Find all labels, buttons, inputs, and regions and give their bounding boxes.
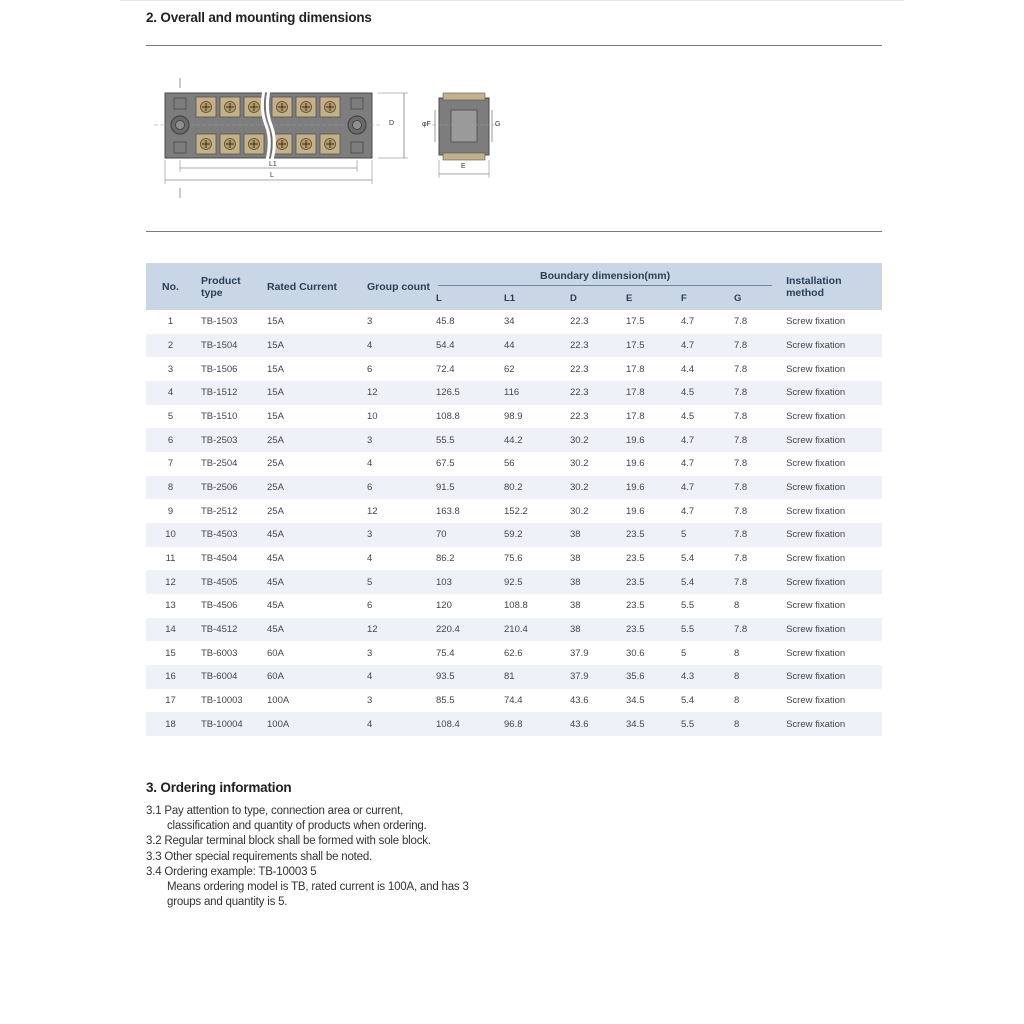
cell-group-count: 3 [367, 647, 373, 659]
cell-l1: 210.4 [498, 618, 564, 642]
cell-e: 19.6 [626, 505, 645, 517]
cell-g: 7.8 [734, 316, 748, 328]
cell-group-count: 3 [361, 523, 430, 547]
cell-rated-current: 100A [267, 695, 290, 707]
cell-f: 5.4 [675, 570, 728, 594]
cell-installation: Screw fixation [786, 695, 846, 707]
cell-rated-current: 15A [267, 363, 284, 375]
dimension-table [146, 263, 882, 736]
boundary-underline [438, 285, 772, 286]
cell-product-type: TB-4503 [195, 523, 261, 547]
cell-f: 5.5 [675, 618, 728, 642]
cell-group-count: 6 [367, 600, 373, 612]
table-row [146, 547, 882, 571]
cell-product-type: TB-1506 [201, 363, 238, 375]
cell-g: 7.8 [728, 381, 780, 405]
cell-f: 4.4 [681, 363, 695, 375]
cell-l: 45.8 [436, 316, 455, 328]
cell-e: 19.6 [620, 476, 675, 500]
cell-installation: Screw fixation [780, 334, 882, 358]
col-header-e: E [620, 288, 675, 310]
table-row [146, 334, 882, 358]
cell-l: 93.5 [430, 665, 498, 689]
cell-installation: Screw fixation [780, 618, 882, 642]
section2-heading: 2. Overall and mounting dimensions [146, 10, 372, 25]
cell-no: 6 [146, 428, 195, 452]
ordering-line: 3.2 Regular terminal block shall be formed with sole block. [146, 835, 431, 848]
cell-rated-current: 45A [267, 553, 284, 565]
cell-e: 23.5 [626, 553, 645, 565]
cell-g: 8 [734, 695, 740, 707]
cell-d: 22.3 [570, 411, 589, 423]
divider-top [146, 45, 882, 46]
cell-d: 22.3 [570, 363, 589, 375]
cell-group-count: 12 [367, 505, 378, 517]
cell-rated-current: 25A [261, 428, 361, 452]
cell-l: 220.4 [430, 618, 498, 642]
col-header-no: No. [146, 263, 195, 310]
cell-group-count: 4 [361, 712, 430, 736]
table-row [146, 357, 882, 381]
cell-e: 34.5 [620, 712, 675, 736]
cell-l1: 62.6 [504, 647, 523, 659]
table-row [146, 689, 882, 713]
col-header-f: F [675, 288, 728, 310]
cell-d: 38 [570, 600, 581, 612]
cell-installation: Screw fixation [786, 505, 846, 517]
table-row [146, 570, 882, 594]
cell-product-type: TB-1512 [195, 381, 261, 405]
cell-d: 37.9 [564, 665, 620, 689]
cell-l1: 152.2 [504, 505, 528, 517]
cell-rated-current: 45A [267, 600, 284, 612]
cell-group-count: 4 [361, 665, 430, 689]
cell-d: 30.2 [570, 458, 589, 470]
cell-installation: Screw fixation [786, 553, 846, 565]
dim-label-d: D [389, 120, 395, 127]
cell-rated-current: 15A [261, 334, 361, 358]
cell-no: 13 [165, 600, 176, 612]
cell-l1: 81 [498, 665, 564, 689]
cell-g: 7.8 [728, 618, 780, 642]
cell-f: 5 [681, 647, 687, 659]
cell-no: 18 [146, 712, 195, 736]
col-header-d: D [564, 288, 620, 310]
cell-l: 108.8 [436, 411, 460, 423]
cell-l1: 80.2 [498, 476, 564, 500]
col-header-g: G [728, 288, 780, 310]
cell-installation: Screw fixation [780, 712, 882, 736]
cell-rated-current: 15A [267, 316, 284, 328]
cell-d: 22.3 [570, 316, 589, 328]
col-header-l1: L1 [498, 288, 564, 310]
cell-d: 43.6 [564, 712, 620, 736]
section3-heading: 3. Ordering information [146, 780, 292, 795]
dim-label-e: E [461, 163, 466, 170]
cell-l1: 75.6 [504, 553, 523, 565]
cell-l: 85.5 [436, 695, 455, 707]
col-header-installation: Installation method [780, 263, 882, 310]
cell-e: 17.8 [620, 381, 675, 405]
cell-group-count: 12 [361, 618, 430, 642]
table-row [146, 641, 882, 665]
cell-g: 7.8 [734, 458, 748, 470]
cell-group-count: 3 [367, 695, 373, 707]
cell-product-type: TB-1510 [201, 411, 238, 423]
cell-g: 7.8 [734, 411, 748, 423]
cell-product-type: TB-10004 [195, 712, 261, 736]
cell-group-count: 3 [361, 428, 430, 452]
cell-g: 7.8 [734, 553, 748, 565]
cell-product-type: TB-2503 [195, 428, 261, 452]
table-body [146, 310, 882, 736]
cell-f: 5.4 [681, 553, 695, 565]
cell-e: 19.6 [620, 428, 675, 452]
cell-l: 72.4 [436, 363, 455, 375]
cell-d: 30.2 [570, 505, 589, 517]
col-header-l: L [430, 288, 498, 310]
cell-f: 4.7 [675, 476, 728, 500]
cell-group-count: 4 [367, 553, 373, 565]
cell-e: 23.5 [620, 523, 675, 547]
cell-rated-current: 25A [267, 505, 284, 517]
table-row [146, 452, 882, 476]
cell-l: 75.4 [436, 647, 455, 659]
cell-e: 17.8 [626, 363, 645, 375]
dimension-drawing [146, 60, 882, 220]
cell-g: 7.8 [734, 505, 748, 517]
divider-bottom [146, 231, 882, 232]
cell-d: 30.2 [564, 476, 620, 500]
cell-rated-current: 60A [267, 647, 284, 659]
table-row [146, 665, 882, 689]
cell-group-count: 6 [367, 363, 373, 375]
dim-label-g: G [495, 121, 501, 128]
cell-e: 23.5 [626, 600, 645, 612]
table-row [146, 405, 882, 429]
cell-f: 5.5 [681, 600, 695, 612]
cell-installation: Screw fixation [780, 428, 882, 452]
col-header-product-type: Product type [195, 263, 261, 310]
cell-rated-current: 15A [267, 411, 284, 423]
cell-f: 4.3 [675, 665, 728, 689]
table-row [146, 618, 882, 642]
cell-d: 30.2 [564, 428, 620, 452]
cell-product-type: TB-1503 [201, 316, 238, 328]
ordering-line: 3.3 Other special requirements shall be noted. [146, 850, 373, 863]
cell-d: 38 [564, 618, 620, 642]
cell-g: 7.8 [728, 428, 780, 452]
cell-f: 4.7 [681, 316, 695, 328]
cell-l1: 116 [498, 381, 564, 405]
cell-no: 15 [165, 647, 176, 659]
table-row [146, 428, 882, 452]
ordering-line: 3.1 Pay attention to type, connection area or current, [146, 805, 404, 817]
cell-d: 43.6 [570, 695, 589, 707]
cell-l1: 34 [504, 316, 515, 328]
cell-installation: Screw fixation [786, 316, 846, 328]
table-row [146, 310, 882, 334]
cell-group-count: 10 [367, 411, 378, 423]
cell-no: 10 [146, 523, 195, 547]
ordering-line: 3.4 Ordering example: TB-10003 5 [146, 865, 317, 878]
cell-g: 7.8 [728, 334, 780, 358]
cell-l1: 62 [504, 363, 515, 375]
table-row [146, 712, 882, 736]
col-header-group-count: Group count [361, 263, 430, 310]
cell-installation: Screw fixation [780, 381, 882, 405]
cell-no: 7 [167, 458, 174, 470]
cell-g: 8 [734, 600, 740, 612]
cell-f: 5.5 [675, 712, 728, 736]
cell-e: 30.6 [626, 647, 645, 659]
cell-l: 126.5 [430, 381, 498, 405]
cell-group-count: 4 [367, 458, 373, 470]
top-border [120, 0, 904, 1]
cell-group-count: 6 [361, 476, 430, 500]
cell-l: 70 [430, 523, 498, 547]
ordering-line: groups and quantity is 5. [167, 896, 288, 909]
table-row [146, 523, 882, 547]
cell-installation: Screw fixation [786, 600, 846, 612]
cell-l1: 92.5 [498, 570, 564, 594]
cell-e: 23.5 [620, 618, 675, 642]
cell-product-type: TB-6004 [195, 665, 261, 689]
cell-no: 4 [146, 381, 195, 405]
table-row [146, 499, 882, 523]
cell-group-count: 3 [367, 316, 373, 328]
cell-d: 38 [564, 523, 620, 547]
ordering-line: classification and quantity of products when ordering. [167, 820, 427, 833]
cell-g: 8 [734, 647, 740, 659]
cell-g: 7.8 [734, 363, 748, 375]
cell-product-type: TB-4506 [201, 600, 238, 612]
cell-product-type: TB-1504 [195, 334, 261, 358]
cell-installation: Screw fixation [780, 476, 882, 500]
cell-d: 37.9 [570, 647, 589, 659]
cell-no: 8 [146, 476, 195, 500]
cell-rated-current: 25A [267, 458, 284, 470]
cell-f: 4.7 [681, 458, 695, 470]
cell-product-type: TB-2504 [201, 458, 238, 470]
cell-rated-current: 15A [261, 381, 361, 405]
cell-rated-current: 100A [261, 712, 361, 736]
cell-d: 22.3 [564, 381, 620, 405]
col-header-boundary [430, 263, 780, 288]
ordering-line: Means ordering model is TB, rated current is 100A, and has 3 [167, 881, 469, 894]
cell-g: 8 [728, 712, 780, 736]
cell-l1: 44.2 [498, 428, 564, 452]
cell-installation: Screw fixation [786, 363, 846, 375]
cell-no: 3 [167, 363, 174, 375]
dim-label-l: L [270, 172, 274, 179]
cell-installation: Screw fixation [780, 570, 882, 594]
cell-rated-current: 45A [261, 618, 361, 642]
cell-e: 23.5 [620, 570, 675, 594]
cell-e: 35.6 [620, 665, 675, 689]
ordering-info [146, 804, 646, 910]
cell-product-type: TB-4505 [195, 570, 261, 594]
cell-l1: 44 [498, 334, 564, 358]
cell-f: 5 [675, 523, 728, 547]
cell-no: 5 [167, 411, 174, 423]
cell-f: 4.7 [675, 334, 728, 358]
cell-no: 9 [167, 505, 174, 517]
cell-e: 34.5 [626, 695, 645, 707]
cell-d: 22.3 [564, 334, 620, 358]
cell-no: 1 [167, 316, 174, 328]
cell-no: 17 [165, 695, 176, 707]
cell-group-count: 4 [361, 334, 430, 358]
cell-g: 7.8 [728, 570, 780, 594]
cell-rated-current: 25A [261, 476, 361, 500]
cell-e: 17.5 [620, 334, 675, 358]
boundary-label: Boundary dimension(mm) [539, 269, 671, 282]
table-row [146, 381, 882, 405]
cell-e: 17.5 [626, 316, 645, 328]
cell-f: 4.7 [675, 428, 728, 452]
cell-l1: 59.2 [498, 523, 564, 547]
cell-e: 19.6 [626, 458, 645, 470]
cell-product-type: TB-4504 [201, 553, 238, 565]
cell-l1: 108.8 [504, 600, 528, 612]
cell-g: 8 [728, 665, 780, 689]
cell-installation: Screw fixation [786, 411, 846, 423]
cell-l: 54.4 [430, 334, 498, 358]
cell-l: 55.5 [430, 428, 498, 452]
cell-installation: Screw fixation [786, 647, 846, 659]
cell-no: 12 [146, 570, 195, 594]
cell-l: 163.8 [436, 505, 460, 517]
cell-l: 67.5 [436, 458, 455, 470]
cell-l: 108.4 [430, 712, 498, 736]
cell-l: 91.5 [430, 476, 498, 500]
cell-group-count: 12 [361, 381, 430, 405]
cell-g: 7.8 [728, 523, 780, 547]
cell-d: 38 [570, 553, 581, 565]
cell-rated-current: 45A [261, 570, 361, 594]
cell-installation: Screw fixation [786, 458, 846, 470]
cell-installation: Screw fixation [780, 665, 882, 689]
table-row [146, 594, 882, 618]
cell-group-count: 5 [361, 570, 430, 594]
cell-f: 5.4 [681, 695, 695, 707]
cell-installation: Screw fixation [780, 523, 882, 547]
cell-e: 17.8 [626, 411, 645, 423]
cell-l: 86.2 [436, 553, 455, 565]
cell-product-type: TB-10003 [201, 695, 243, 707]
cell-l1: 56 [504, 458, 515, 470]
cell-d: 38 [564, 570, 620, 594]
terminal-block-diagram [146, 60, 882, 220]
cell-l: 103 [430, 570, 498, 594]
dim-label-l1: L1 [269, 161, 277, 168]
cell-f: 4.5 [675, 381, 728, 405]
cell-no: 14 [146, 618, 195, 642]
cell-l1: 96.8 [498, 712, 564, 736]
cell-no: 2 [146, 334, 195, 358]
cell-g: 7.8 [728, 476, 780, 500]
table-row [146, 476, 882, 500]
cell-rated-current: 60A [261, 665, 361, 689]
cell-f: 4.5 [681, 411, 695, 423]
cell-no: 11 [165, 553, 176, 565]
cell-product-type: TB-2506 [195, 476, 261, 500]
cell-rated-current: 45A [261, 523, 361, 547]
cell-l1: 98.9 [504, 411, 523, 423]
cell-l: 120 [436, 600, 452, 612]
cell-f: 4.7 [681, 505, 695, 517]
col-header-rated-current: Rated Current [261, 263, 361, 310]
cell-product-type: TB-2512 [201, 505, 238, 517]
cell-product-type: TB-6003 [201, 647, 238, 659]
table-header [146, 263, 882, 310]
dim-label-f: φF [422, 121, 431, 128]
cell-product-type: TB-4512 [195, 618, 261, 642]
cell-l1: 74.4 [504, 695, 523, 707]
cell-no: 16 [146, 665, 195, 689]
